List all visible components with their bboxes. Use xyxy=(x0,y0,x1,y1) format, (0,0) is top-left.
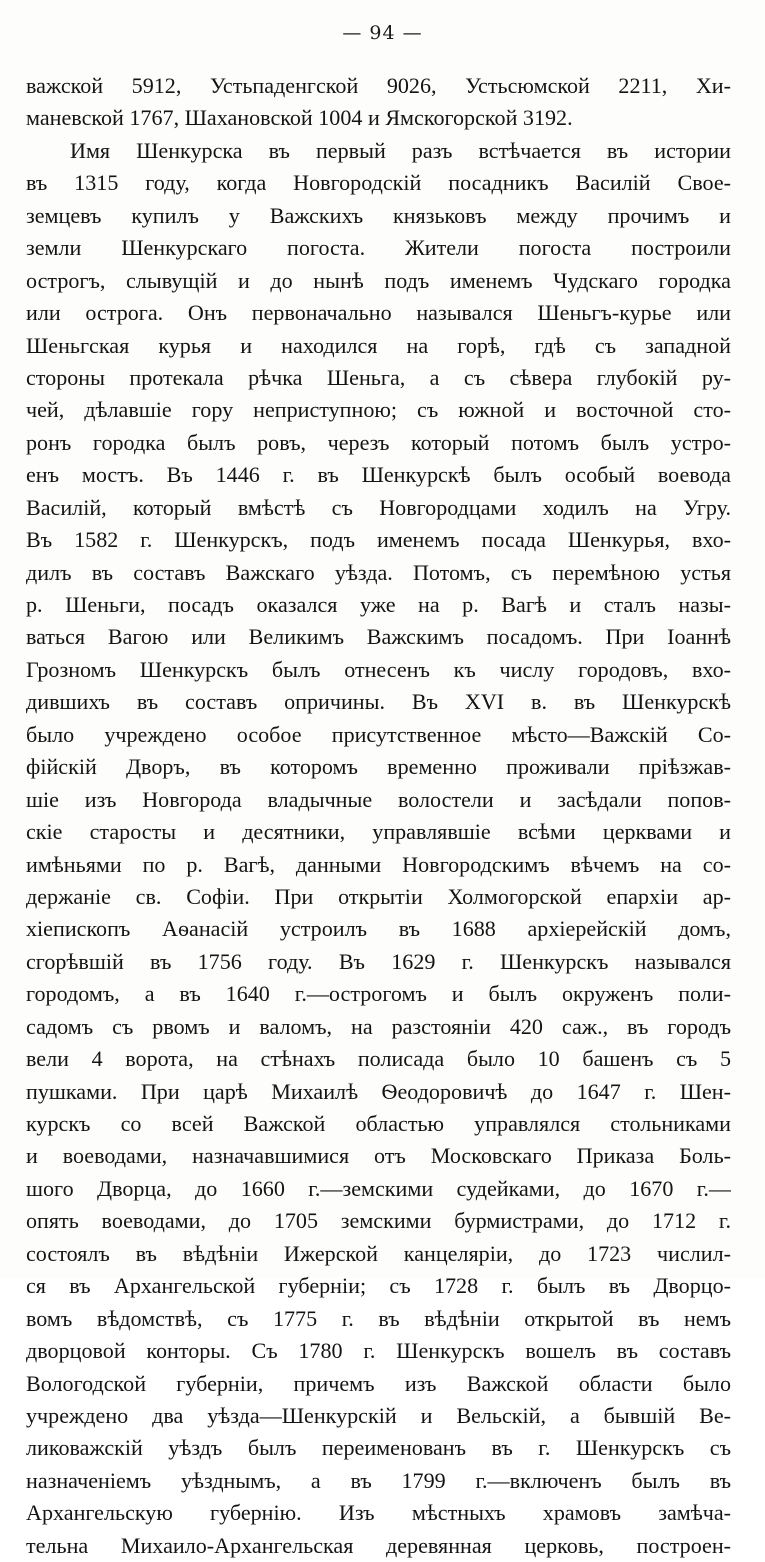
text-line: дилъ въ составъ Важскаго уѣзда. Потомъ, съ перемѣною устья xyxy=(26,559,731,585)
text-line: дившихъ въ составъ опричины. Въ XVI в. въ Шенкурскѣ xyxy=(26,689,731,715)
text-line: имѣньями по р. Вагѣ, данными Новгородскимъ вѣчемъ на со- xyxy=(26,851,731,877)
text-line: енъ мостъ. Въ 1446 г. въ Шенкурскѣ былъ особый воевода xyxy=(26,462,731,488)
text-line: ронъ городка былъ ровъ, черезъ который потомъ былъ устро- xyxy=(26,429,731,455)
text-line: пушками. При царѣ Михаилѣ Ѳеодоровичѣ до 1647 г. Шен- xyxy=(26,1078,731,1104)
text-line: Василій, который вмѣстѣ съ Новгородцами ходилъ на Угру. xyxy=(26,494,731,520)
page-number: — 94 — xyxy=(342,22,423,44)
text-line: скіе старосты и десятники, управлявшіе всѣми церквами и xyxy=(26,819,731,845)
text-line: шіе изъ Новгорода владычные волостели и засѣдали попов- xyxy=(26,786,731,812)
text-line: было учреждено особое присутственное мѣсто—Важскій Со- xyxy=(26,721,731,747)
text-line: учреждено два уѣзда—Шенкурскій и Вельскій, а бывшій Ве- xyxy=(26,1402,731,1428)
text-line: вомъ вѣдомствѣ, съ 1775 г. въ вѣдѣніи открытой въ немъ xyxy=(26,1305,731,1331)
text-line: или острога. Онъ первоначально назывался Шеньгъ-курье или xyxy=(26,300,731,326)
text-line: Имя Шенкурска въ первый разъ встѣчается въ истории xyxy=(70,137,731,163)
text-line: важской 5912, Устьпаденгской 9026, Устьсюмской 2211, Хи- xyxy=(26,73,731,98)
text-line: шого Дворца, до 1660 г.—земскими судейками, до 1670 г.— xyxy=(26,1175,731,1201)
text-line: острогъ, слывущій и до нынѣ подъ именемъ Чудскаго городка xyxy=(26,267,731,293)
text-line: и воеводами, назначавшимися отъ Московскаго Приказа Боль- xyxy=(26,1143,731,1169)
text-line: р. Шеньги, посадъ оказался уже на р. Вагѣ и сталъ назы- xyxy=(26,592,731,617)
text-line: дворцовой конторы. Съ 1780 г. Шенкурскъ вошелъ въ составъ xyxy=(26,1338,731,1364)
text-line: городомъ, а въ 1640 г.—острогомъ и былъ окруженъ поли- xyxy=(26,981,731,1007)
text-line: курскъ со всей Важской областью управлялся стольниками xyxy=(26,1111,731,1136)
text-line: сгорѣвшій въ 1756 году. Въ 1629 г. Шенкурскъ назывался xyxy=(26,948,731,974)
text-line: стороны протекала рѣчка Шеньга, а съ сѣвера глубокій ру- xyxy=(26,364,731,390)
text-line: въ 1315 году, когда Новгородскій посадникъ Василій Свое- xyxy=(26,170,731,196)
text-line: опять воеводами, до 1705 земскими бурмистрами, до 1712 г. xyxy=(26,1208,731,1234)
text-line: Въ 1582 г. Шенкурскъ, подъ именемъ посада Шенкурья, вхо- xyxy=(26,527,731,553)
text-line: маневской 1767, Шахановской 1004 и Ямскогорской 3192. xyxy=(26,105,573,131)
text-line: Вологодской губерніи, причемъ изъ Важской области было xyxy=(26,1370,731,1396)
text-line: ликоважскій уѣздъ былъ переименованъ въ г. Шенкурскъ съ xyxy=(26,1435,731,1461)
text-line: чей, дѣлавшіе гору неприступною; съ южной и восточной сто- xyxy=(26,397,731,423)
text-line: Архангельскую губернію. Изъ мѣстныхъ храмовъ замѣча- xyxy=(26,1500,731,1526)
text-line: земли Шенкурскаго погоста. Жители погоста построили xyxy=(26,235,731,261)
body-text xyxy=(26,70,731,1562)
text-line: ся въ Архангельской губерніи; съ 1728 г. былъ въ Дворцо- xyxy=(26,1273,731,1299)
text-line: назначеніемъ уѣзднымъ, а въ 1799 г.—включенъ былъ въ xyxy=(26,1467,731,1493)
text-line: земцевъ купилъ у Важскихъ князьковъ между прочимъ и xyxy=(26,202,731,228)
text-line: состоялъ въ вѣдѣніи Ижерской канцеляріи, до 1723 числил- xyxy=(26,1240,731,1266)
text-line: тельна Михаило-Архангельская деревянная церковь, построен- xyxy=(26,1532,731,1558)
text-line: держаніе св. Софіи. При открытіи Холмогорской епархіи ар- xyxy=(26,883,731,909)
text-line: ваться Вагою или Великимъ Важскимъ посадомъ. При Іоаннѣ xyxy=(26,624,731,650)
text-line: хіепископъ Аѳанасій устроилъ въ 1688 архіерейскій домъ, xyxy=(26,916,731,942)
text-line: Грозномъ Шенкурскъ былъ отнесенъ къ числу городовъ, вхо- xyxy=(26,656,731,682)
text-line: садомъ съ рвомъ и валомъ, на разстояніи 420 саж., въ городъ xyxy=(26,1013,731,1039)
text-line: Шеньгская курья и находился на горѣ, гдѣ съ западной xyxy=(26,332,731,358)
text-line: фійскій Дворъ, въ которомъ временно проживали пріѣзжав- xyxy=(26,754,731,780)
text-line: вели 4 ворота, на стѣнахъ полисада было 10 башенъ съ 5 xyxy=(26,1046,731,1072)
